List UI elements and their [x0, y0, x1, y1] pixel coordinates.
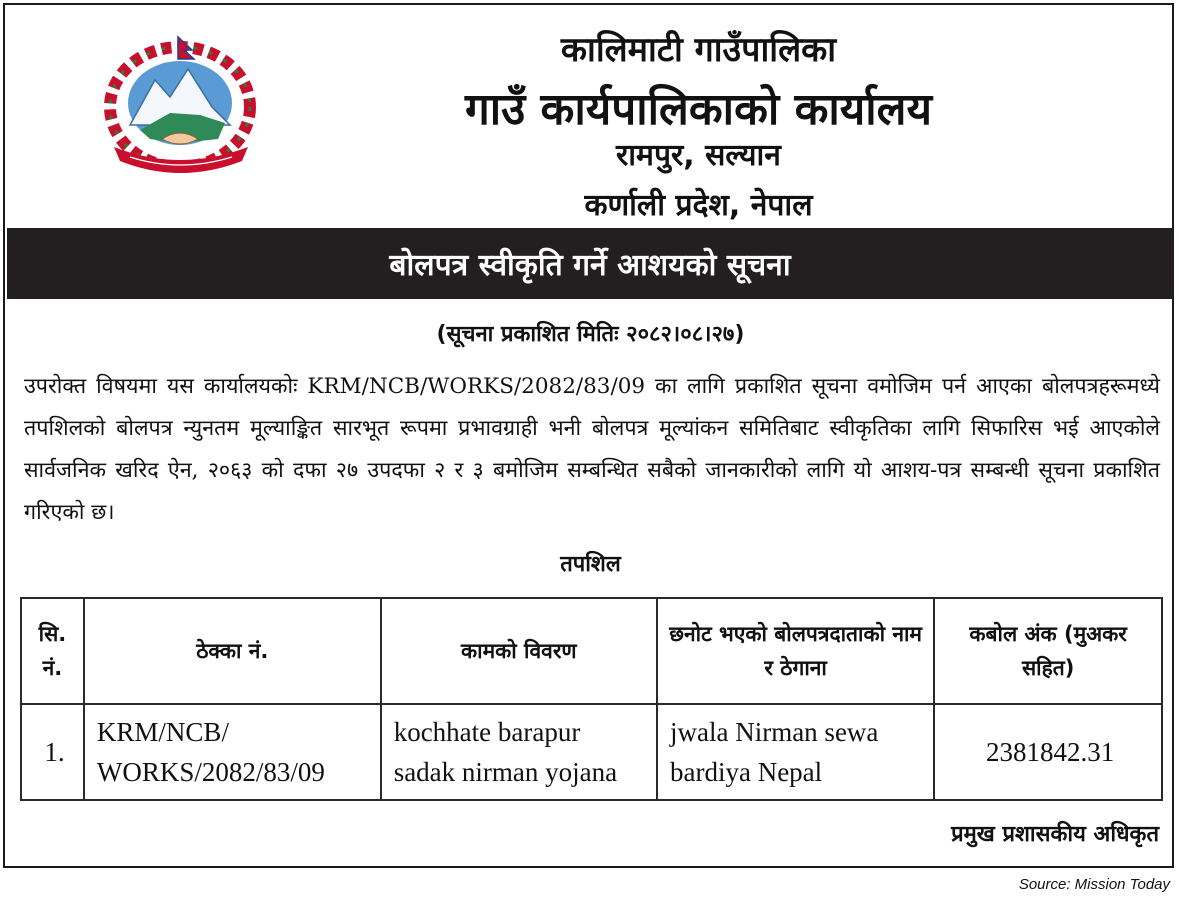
- header-sn: सि. नं.: [21, 598, 84, 704]
- schedule-heading: तपशिल: [560, 552, 621, 577]
- header-contract-no: ठेक्का नं.: [84, 598, 381, 704]
- table-row: [21, 704, 1162, 800]
- table-header-row: [21, 598, 1162, 704]
- source-credit: Source: Mission Today: [1018, 876, 1170, 893]
- cell-sn: 1.: [21, 704, 84, 800]
- cell-contract-no: KRM/NCB/ WORKS/2082/83/09: [84, 704, 381, 800]
- cell-bidder: jwala Nirman sewa bardiya Nepal: [657, 704, 934, 800]
- cell-amount: 2381842.31: [934, 704, 1162, 800]
- header-work-description: कामको विवरण: [381, 598, 657, 704]
- bid-table: [20, 597, 1163, 801]
- municipality-name: कालिमाटी गाउँपालिका: [560, 30, 837, 70]
- cell-work-description: kochhate barapur sadak nirman yojana: [381, 704, 657, 800]
- publish-date: (सूचना प्रकाशित मितिः २०८२।०८।२७): [436, 322, 745, 347]
- header-amount: कबोल अंक (मुअकर सहित): [934, 598, 1162, 704]
- office-name: गाउँ कार्यपालिकाको कार्यालय: [464, 84, 933, 135]
- province-country: कर्णाली प्रदेश, नेपाल: [584, 188, 813, 223]
- header-bidder: छनोट भएको बोलपत्रदाताको नाम र ठेगाना: [657, 598, 934, 704]
- notice-title: बोलपत्र स्वीकृति गर्ने आशयको सूचना: [389, 248, 791, 283]
- office-address: रामपुर, सल्यान: [616, 138, 781, 173]
- notice-body: उपरोक्त विषयमा यस कार्यालयकोः KRM/NCB/WORKS/2082/83/09 का लागि प्रकाशित सूचना वमोजिम पर्न आएका बोलपत्रहरूमध्ये तपशिलको बोलपत्र न्युनतम मूल्याङ्कित सारभूत रूपमा प्रभावग्राही भनी बोलपत्र मूल्यांकन समितिबाट स्वीकृतिका लागि सिफारिस भई आएकोले सार्वजनिक खरिद ऐन, २०६३ को दफा २७ उपदफा २ र ३ बमोजिम सम्बन्धित सबैको जानकारीको लागि यो आशय-पत्र सम्बन्धी सूचना प्रकाशित गरिएको छ।: [24, 374, 1160, 525]
- notice-title-banner: [7, 228, 1173, 299]
- signatory: प्रमुख प्रशासकीय अधिकृत: [951, 822, 1159, 847]
